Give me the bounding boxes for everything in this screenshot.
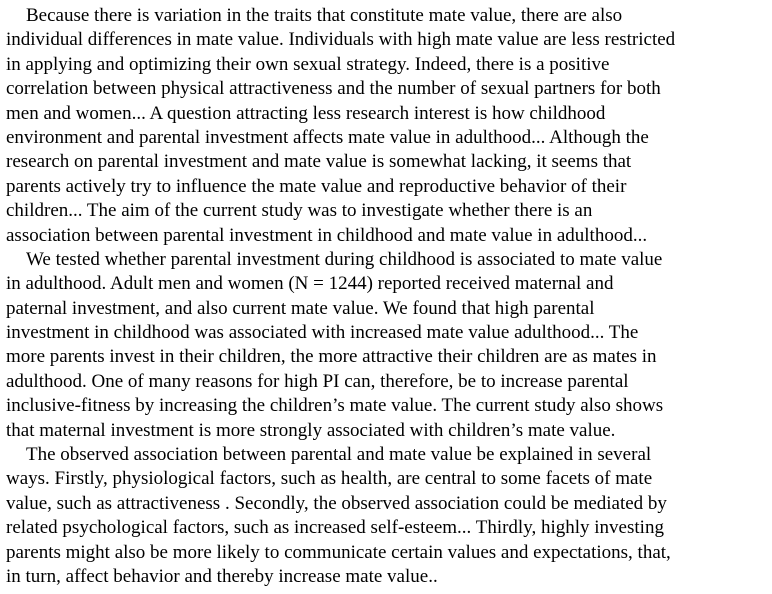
text-line: investment in childhood was associated with increased mate value adulthood... The — [6, 322, 639, 344]
text-line: men and women... A question attracting less research interest is how childhood — [6, 102, 606, 124]
paragraph-1 — [6, 4, 768, 248]
text-line: in applying and optimizing their own sexual strategy. Indeed, there is a positive — [6, 53, 610, 75]
text-line: more parents invest in their children, the more attractive their children are as mates in — [6, 346, 657, 368]
text-line: children... The aim of the current study was to investigate whether there is an — [6, 200, 593, 222]
text-line: in adulthood. Adult men and women (N = 1244) reported received maternal and — [6, 273, 614, 295]
text-line: association between parental investment in childhood and mate value in adulthood... — [6, 224, 648, 246]
paragraph-2 — [6, 248, 768, 443]
text-line: research on parental investment and mate value is somewhat lacking, it seems that — [6, 151, 632, 173]
text-line: inclusive-fitness by increasing the children’s mate value. The current study also shows — [6, 395, 664, 417]
paragraph-3 — [6, 443, 768, 589]
text-line: related psychological factors, such as increased self-esteem... Thirdly, highly investing — [6, 517, 664, 539]
text-line: that maternal investment is more strongly associated with children’s mate value. — [6, 419, 616, 441]
text-line: The observed association between parental and mate value be explained in several — [26, 444, 652, 466]
text-line: parents actively try to influence the mate value and reproductive behavior of their — [6, 175, 627, 197]
text-line: adulthood. One of many reasons for high PI can, therefore, be to increase parental — [6, 370, 629, 392]
text-line: paternal investment, and also current mate value. We found that high parental — [6, 297, 595, 319]
text-line: correlation between physical attractiveness and the number of sexual partners for both — [6, 78, 661, 100]
document-body — [6, 4, 768, 589]
text-line: environment and parental investment affects mate value in adulthood... Although the — [6, 126, 649, 148]
text-line: parents might also be more likely to communicate certain values and expectations, that, — [6, 541, 671, 563]
text-line: ways. Firstly, physiological factors, such as health, are central to some facets of mate — [6, 468, 653, 490]
text-line: value, such as attractiveness . Secondly, the observed association could be mediated by — [6, 492, 667, 514]
text-line: individual differences in mate value. Individuals with high mate value are less restricted — [6, 29, 676, 51]
text-line: in turn, affect behavior and thereby increase mate value.. — [6, 565, 438, 587]
text-line: We tested whether parental investment during childhood is associated to mate value — [26, 248, 663, 270]
text-line: Because there is variation in the traits that constitute mate value, there are also — [26, 5, 623, 26]
